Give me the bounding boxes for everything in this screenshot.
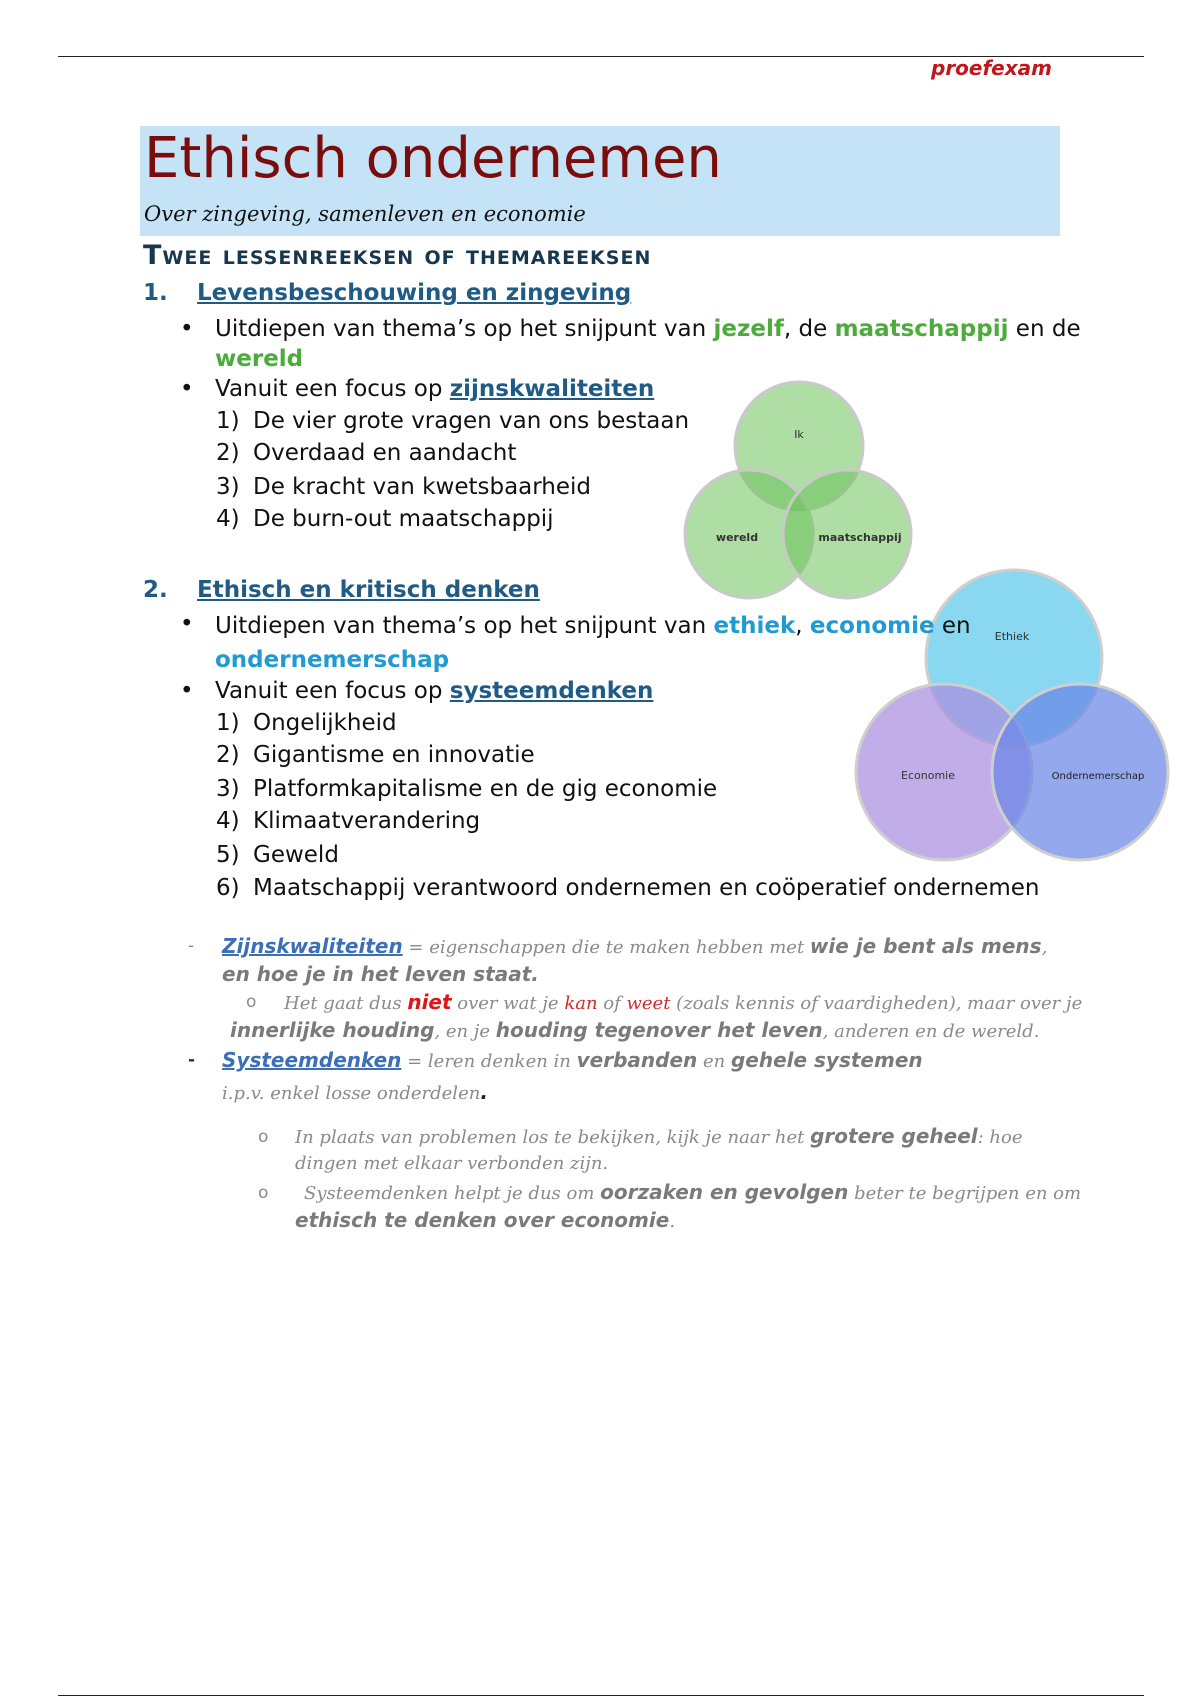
bullet-dot: • [180,376,194,402]
bullet-text-part: en de [1008,316,1081,342]
note-red-bold: niet [407,990,452,1014]
bullet-text [215,676,1115,706]
bullet-dot: • [180,316,194,342]
list-item [216,408,689,434]
list-item [216,776,717,802]
keyword-systeemdenken: systeemdenken [449,678,654,704]
list-number: 3) [216,776,240,802]
bullet-text-part: Vanuit een focus op [215,678,450,704]
bullet-text-part: en [934,613,971,639]
venn-label-ondernemerschap: Ondernemerschap [1051,771,1145,782]
bullet-text-part: Vanuit een focus op [215,376,450,402]
series2-number: 2. [143,577,168,603]
bullet-text-part: Uitdiepen van thema’s op het snijpunt van [215,613,714,639]
note-dash-marker: - [188,936,195,956]
note-zijnskwaliteiten [222,934,1047,958]
note-bold: innerlijke houding [230,1018,435,1042]
series1-number: 1. [143,280,168,306]
list-item [216,440,516,466]
list-item [216,506,554,532]
bullet-text-part: , [795,613,810,639]
note-bold: wie je bent als mens [809,934,1042,958]
list-text: Geweld [253,842,339,868]
note-zijnskwaliteiten-line2 [222,962,539,986]
keyword-ondernemerschap: ondernemerschap [215,647,450,673]
venn-label-economie: Economie [901,769,955,782]
note-text: , en je [434,1021,496,1042]
note-circle-marker: o [258,1183,269,1203]
keyword-wereld: wereld [215,346,304,372]
keyword-zijnskwaliteiten: zijnskwaliteiten [449,376,655,402]
series1-title: Levensbeschouwing en zingeving [197,280,632,306]
note-keyword: Zijnskwaliteiten [222,934,403,958]
list-number: 3) [216,474,240,500]
list-text: Platformkapitalisme en de gig economie [253,776,718,802]
series2-title: Ethisch en kritisch denken [197,577,540,603]
note-systeemdenken [222,1048,923,1072]
list-text: Overdaad en aandacht [253,440,517,466]
list-number: 5) [216,842,240,868]
list-text: Gigantisme en innovatie [253,742,535,768]
bullet-text [215,374,1115,404]
list-item [216,710,397,736]
bullet-text-part: , de [783,316,835,342]
note-bold: en hoe je in het leven staat. [222,962,539,986]
note-text: Het gaat dus [284,993,408,1014]
venn-label-ik: Ik [794,428,804,441]
section-heading: Twee lessenreeksen of themareeksen [143,240,652,271]
note-text: en [697,1051,731,1072]
bullet-text [215,609,1115,677]
note-systeemdenken-line2 [222,1080,488,1104]
venn-diagram-denken [852,562,1172,868]
note-text: : hoe [977,1127,1023,1148]
note-bold: grotere geheel [810,1124,978,1148]
note-sys-sub2 [304,1180,1081,1204]
list-number: 2) [216,742,240,768]
note-bold: gehele systemen [730,1048,923,1072]
note-bold: . [480,1080,488,1104]
note-sys-sub1 [295,1124,1023,1148]
note-sys-sub1-line2 [295,1153,608,1174]
list-text: Maatschappij verantwoord ondernemen en coöperatief ondernemen [253,875,1040,901]
series1-heading [143,280,631,306]
note-zijn-sub1 [284,990,1082,1014]
note-text: Systeemdenken helpt je dus om [304,1183,601,1204]
keyword-maatschappij: maatschappij [834,316,1009,342]
note-text: , anderen en de wereld. [822,1021,1040,1042]
note-text: over wat je [451,993,565,1014]
keyword-economie: economie [809,613,935,639]
list-item [216,842,339,868]
note-text: . [669,1211,676,1232]
note-circle-marker: o [246,992,257,1012]
note-zijn-sub2 [230,1018,1039,1042]
list-text: De vier grote vragen van ons bestaan [253,408,690,434]
note-red: kan [564,993,598,1014]
note-bold: oorzaken en gevolgen [600,1180,849,1204]
list-text: De kracht van kwetsbaarheid [253,474,592,500]
list-number: 1) [216,408,240,434]
page-subtitle: Over zingeving, samenleven en economie [144,202,586,226]
note-text: (zoals kennis of vaardigheden), maar over je [670,993,1083,1014]
note-text: i.p.v. enkel losse onderdelen [222,1083,481,1104]
page-title: Ethisch ondernemen [144,126,722,191]
venn-label-wereld: wereld [715,531,759,544]
note-circle-marker: o [258,1127,269,1147]
series2-heading [143,577,540,603]
list-item [216,808,480,834]
note-text: dingen met elkaar verbonden zijn. [295,1153,609,1174]
note-bold: verbanden [576,1048,698,1072]
venn-label-ethiek: Ethiek [994,630,1030,643]
header-tag: proefexam [931,56,1052,80]
list-item [216,474,591,500]
venn-label-maatschappij: maatschappij [818,531,902,544]
note-text: = eigenschappen die te maken hebben met [402,937,810,958]
list-item [216,875,1040,901]
note-text: = leren denken in [401,1051,577,1072]
note-text: In plaats van problemen los te bekijken, kijk je naar het [295,1127,811,1148]
list-number: 2) [216,440,240,466]
list-text: Ongelijkheid [253,710,397,736]
bullet-text [215,314,1115,374]
list-number: 6) [216,875,240,901]
note-red: weet [626,993,671,1014]
note-text: beter te begrijpen en om [848,1183,1082,1204]
note-text: of [597,993,627,1014]
bullet-dot: • [180,678,194,704]
note-text: , [1041,937,1048,958]
note-bold: houding tegenover het leven [495,1018,823,1042]
list-number: 4) [216,808,240,834]
keyword-ethiek: ethiek [713,613,796,639]
note-sys-sub2-line2 [295,1208,675,1232]
list-number: 1) [216,710,240,736]
list-text: Klimaatverandering [253,808,481,834]
note-keyword: Systeemdenken [222,1048,402,1072]
title-box [140,126,1060,236]
list-number: 4) [216,506,240,532]
list-item [216,742,535,768]
bullet-dot: • [180,611,194,637]
keyword-jezelf: jezelf [713,316,784,342]
list-text: De burn-out maatschappij [253,506,554,532]
note-bold: ethisch te denken over economie [295,1208,670,1232]
note-dash-marker: - [188,1050,196,1070]
footer-rule [58,1695,1144,1696]
bullet-text-part: Uitdiepen van thema’s op het snijpunt van [215,316,714,342]
